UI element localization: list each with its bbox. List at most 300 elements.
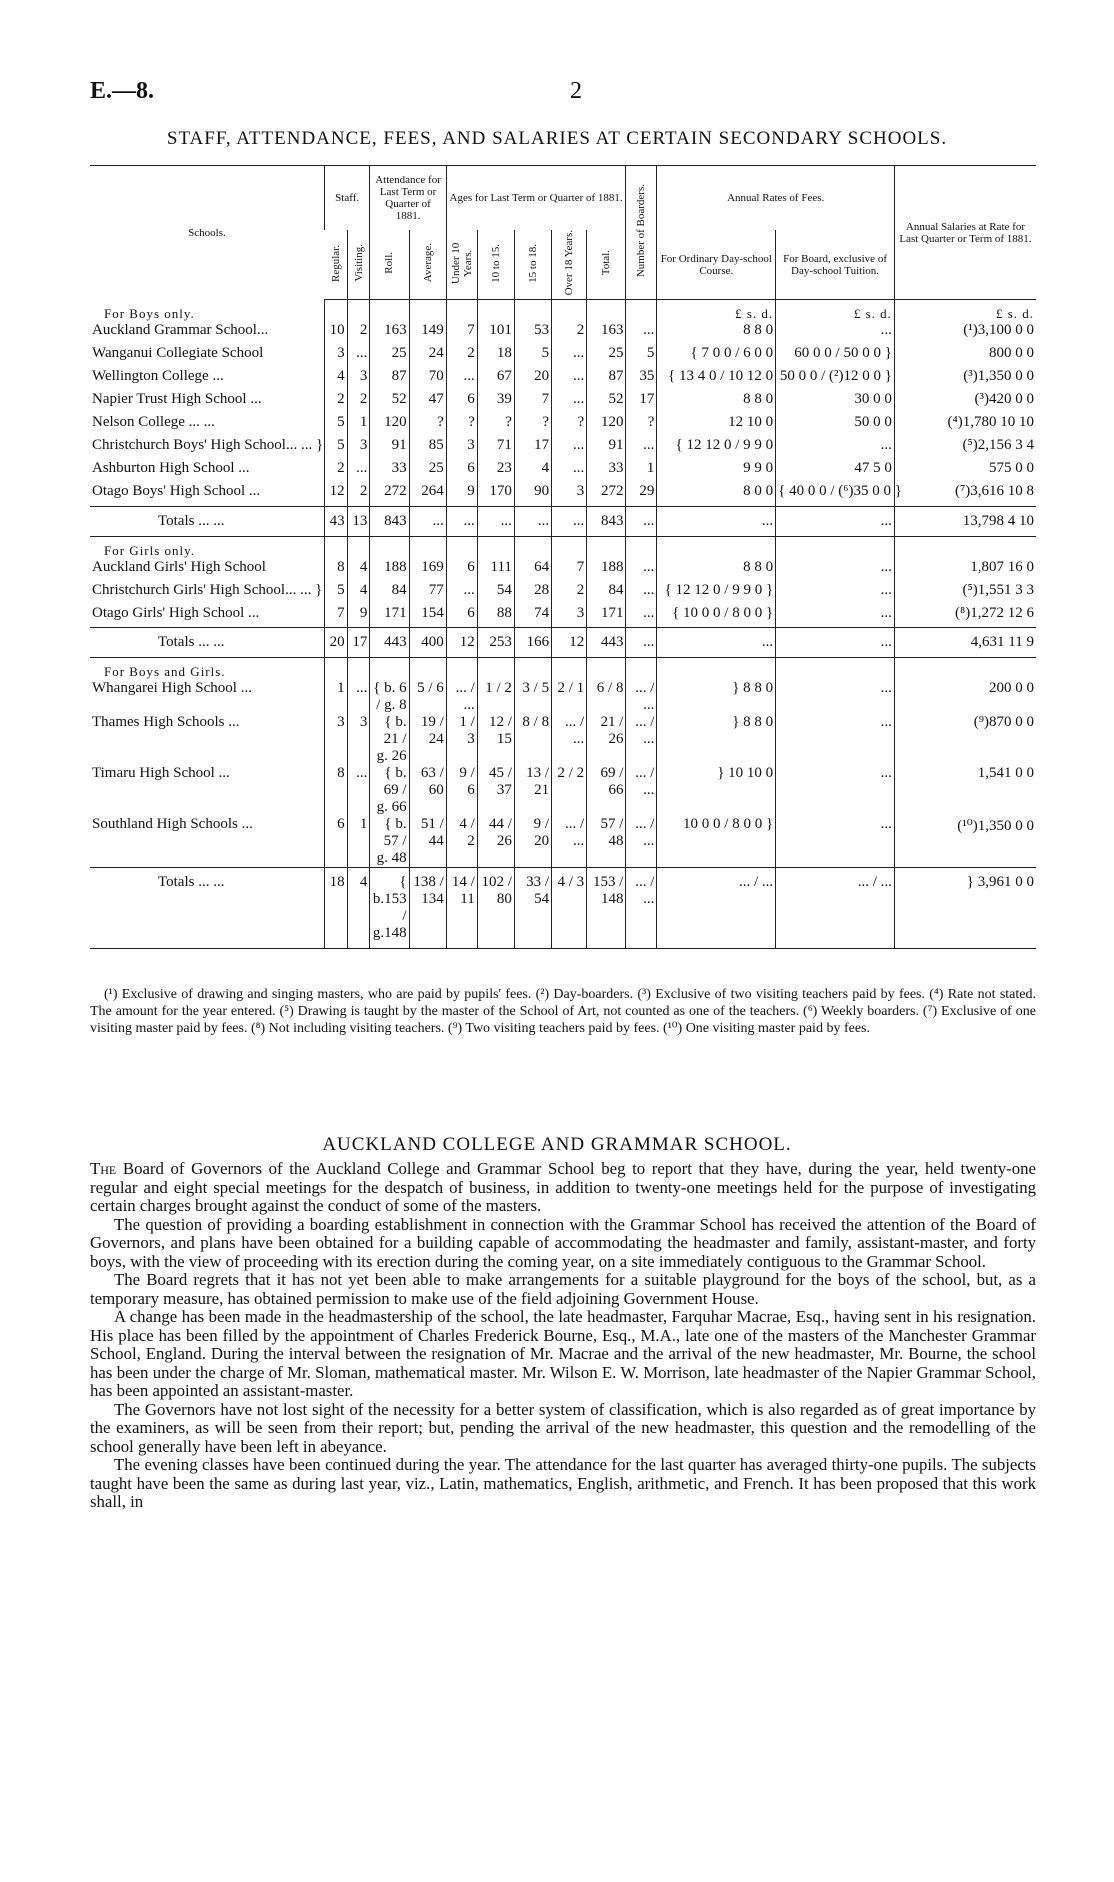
cell-under10: 6	[446, 559, 477, 582]
cell-average: ?	[409, 414, 446, 437]
total-average: ...	[409, 506, 446, 536]
total-salary: } 3,961 0 0	[894, 868, 1036, 949]
col-fee-ordinary: For Ordinary Day-school Course.	[657, 230, 776, 300]
cell-a15to18: 8 / 8	[514, 714, 551, 765]
table-row	[90, 414, 1036, 437]
school-name: Nelson College ... ...	[92, 414, 215, 430]
totals-row	[90, 628, 1036, 658]
cell-under10: ...	[446, 368, 477, 391]
cell-visiting: 2	[347, 391, 370, 414]
cell-roll: 84	[370, 582, 409, 605]
cell-under10: 2	[446, 345, 477, 368]
col-visiting: Visiting.	[352, 244, 365, 282]
cell-fee: 9 9 0	[657, 460, 776, 483]
cell-visiting: 2	[347, 322, 370, 345]
cell-visiting: 3	[347, 437, 370, 460]
cell-boarders: ...	[626, 605, 657, 628]
total-under10: 14 / 11	[446, 868, 477, 949]
col-regular: Regular.	[329, 244, 342, 282]
cell-roll: { b. 57 / g. 48	[370, 816, 409, 868]
cell-boarders: ... / ...	[626, 816, 657, 868]
cell-visiting: 1	[347, 414, 370, 437]
cell-visiting: ...	[347, 345, 370, 368]
total-visiting: 4	[347, 868, 370, 949]
cell-board: ...	[776, 765, 895, 816]
cell-a15to18: 7	[514, 391, 551, 414]
cell-fee: { 12 12 0 / 9 9 0 }	[657, 582, 776, 605]
cell-visiting: 4	[347, 559, 370, 582]
cell-a10to15: 12 / 15	[477, 714, 514, 765]
table-title: STAFF, ATTENDANCE, FEES, AND SALARIES AT CERTAIN SECONDARY SCHOOLS.	[166, 128, 948, 149]
cell-board: ...	[776, 680, 895, 714]
page-number: 2	[570, 78, 582, 104]
cell-fee: { 7 0 0 / 6 0 0	[657, 345, 776, 368]
cell-average: 51 / 44	[409, 816, 446, 868]
cell-a15to18: ?	[514, 414, 551, 437]
col-staff: Staff.	[324, 166, 369, 231]
cell-total: 171	[587, 605, 626, 628]
cell-fee: 8 8 0	[657, 391, 776, 414]
cell-a10to15: 23	[477, 460, 514, 483]
total-a10to15: 253	[477, 628, 514, 658]
school-name: Christchurch Boys' High School... ... }	[92, 437, 324, 453]
cell-total: 120	[587, 414, 626, 437]
cell-fee: { 13 4 0 / 10 12 0	[657, 368, 776, 391]
cell-total: 25	[587, 345, 626, 368]
cell-salary: (⁷)3,616 10 8	[894, 483, 1036, 506]
cell-a10to15: 39	[477, 391, 514, 414]
cell-salary: 200 0 0	[894, 680, 1036, 714]
col-under10: Under 10 Years.	[449, 242, 474, 284]
cell-a10to15: 44 / 26	[477, 816, 514, 868]
total-under10: ...	[446, 506, 477, 536]
cell-under10: 7	[446, 322, 477, 345]
cell-under10: ...	[446, 582, 477, 605]
cell-boarders: ...	[626, 559, 657, 582]
cell-under10: 1 / 3	[446, 714, 477, 765]
cell-roll: 188	[370, 559, 409, 582]
cell-board: 47 5 0	[776, 460, 895, 483]
cell-average: 154	[409, 605, 446, 628]
table-row	[90, 765, 1036, 816]
cell-board: ...	[776, 322, 895, 345]
cell-over18: ...	[552, 437, 587, 460]
table-footnotes: (¹) Exclusive of drawing and singing masters, who are paid by pupils' fees. (²) Day-boarders. (³) Exclusive of two visiting teachers paid by fees. (⁴) Rate not stated. The amount for the year entered. (⁵) Drawing is taught by the master of the School of Art, not counted as one of the teachers. (⁶) Weekly boarders. (⁷) Exclusive of one visiting master paid by fees. (⁸) Not including visiting teachers. (⁹) Two visiting teachers paid by fees. (¹⁰) One visiting master paid by fees.	[90, 987, 1036, 1036]
total-fee: ... / ...	[657, 868, 776, 949]
total-regular: 20	[324, 628, 347, 658]
col-over18: Over 18 Years.	[563, 230, 576, 296]
cell-average: 169	[409, 559, 446, 582]
table-row	[90, 816, 1036, 868]
cell-under10: 9 / 6	[446, 765, 477, 816]
total-boarders: ...	[626, 628, 657, 658]
cell-a10to15: 67	[477, 368, 514, 391]
cell-fee: { 12 12 0 / 9 9 0	[657, 437, 776, 460]
cell-total: 163	[587, 322, 626, 345]
cell-over18: 2	[552, 582, 587, 605]
cell-a10to15: 170	[477, 483, 514, 506]
cell-a15to18: 74	[514, 605, 551, 628]
cell-salary: 1,807 16 0	[894, 559, 1036, 582]
cell-board: { 40 0 0 / (⁶)35 0 0 }	[776, 483, 895, 506]
cell-visiting: 3	[347, 714, 370, 765]
cell-regular: 4	[324, 368, 347, 391]
cell-under10: 6	[446, 605, 477, 628]
cell-board: ...	[776, 559, 895, 582]
section-heading: For Boys and Girls.	[104, 664, 226, 679]
cell-regular: 10	[324, 322, 347, 345]
report-body	[90, 1160, 1036, 1512]
cell-a15to18: 13 / 21	[514, 765, 551, 816]
school-name: Ashburton High School ...	[92, 460, 250, 476]
cell-roll: 52	[370, 391, 409, 414]
cell-total: 84	[587, 582, 626, 605]
cell-average: 70	[409, 368, 446, 391]
school-name: Christchurch Girls' High School... ... }	[92, 581, 323, 598]
cell-average: 24	[409, 345, 446, 368]
cell-regular: 12	[324, 483, 347, 506]
cell-fee: 8 0 0	[657, 483, 776, 506]
total-a15to18: 166	[514, 628, 551, 658]
totals-label: Totals ... ...	[90, 506, 324, 536]
totals-label: Totals ... ...	[90, 628, 324, 658]
cell-salary: (⁸)1,272 12 6	[894, 605, 1036, 628]
cell-regular: 6	[324, 816, 347, 868]
total-total: 153 / 148	[587, 868, 626, 949]
cell-board: 60 0 0 / 50 0 0 }	[776, 345, 895, 368]
paragraph: The Board of Governors of the Auckland College and Grammar School beg to report that they have, during the year, held twenty-one regular and eight special meetings for the despatch of business, in addition to twenty-one meetings held for the purpose of investigating certain charges brought against the conduct of some of the masters.	[90, 1159, 1036, 1215]
cell-a15to18: 64	[514, 559, 551, 582]
paragraph: The question of providing a boarding establishment in connection with the Grammar School has received the attention of the Board of Governors, and plans have been obtained for a building capable of accommodating the headmaster and family, assistant-master, and forty boys, with the view of proceeding with its erection during the coming year, on a site immediately contiguous to the Grammar School.	[90, 1214, 1036, 1271]
total-board: ...	[776, 506, 895, 536]
paragraph: The Governors have not lost sight of the necessity for a better system of classification, which is also regarded as of great importance by the examiners, as will be seen from their report; but, pending the arrival of the new headmaster, this question and the remodelling of the school generally have been left in abeyance.	[90, 1399, 1036, 1456]
table-row	[90, 437, 1036, 460]
cell-over18: 3	[552, 483, 587, 506]
total-visiting: 17	[347, 628, 370, 658]
total-under10: 12	[446, 628, 477, 658]
cell-boarders: ... / ...	[626, 714, 657, 765]
section-heading: For Boys only.	[104, 305, 195, 321]
col-ages: Ages for Last Term or Quarter of 1881.	[446, 166, 626, 231]
cell-a15to18: 20	[514, 368, 551, 391]
cell-boarders: ...	[626, 437, 657, 460]
cell-roll: 91	[370, 437, 409, 460]
cell-salary: (⁴)1,780 10 10	[894, 414, 1036, 437]
cell-fee: } 8 8 0	[657, 714, 776, 765]
total-visiting: 13	[347, 506, 370, 536]
cell-over18: 2 / 2	[552, 765, 587, 816]
total-salary: 13,798 4 10	[894, 506, 1036, 536]
cell-regular: 7	[324, 605, 347, 628]
cell-average: 5 / 6	[409, 680, 446, 714]
table-row	[90, 345, 1036, 368]
cell-under10: 3	[446, 437, 477, 460]
section-heading: For Girls only.	[104, 542, 196, 558]
cell-fee: } 8 8 0	[657, 680, 776, 714]
cell-boarders: ?	[626, 414, 657, 437]
unit-label: £ s. d.	[776, 300, 895, 323]
cell-visiting: ...	[347, 765, 370, 816]
cell-regular: 2	[324, 460, 347, 483]
cell-boarders: ... / ...	[626, 765, 657, 816]
cell-a10to15: 111	[477, 559, 514, 582]
total-regular: 43	[324, 506, 347, 536]
cell-over18: ?	[552, 414, 587, 437]
cell-a10to15: 88	[477, 605, 514, 628]
unit-label: £ s. d.	[894, 300, 1036, 323]
cell-roll: { b. 21 / g. 26	[370, 714, 409, 765]
cell-roll: 163	[370, 322, 409, 345]
cell-roll: 272	[370, 483, 409, 506]
cell-boarders: ...	[626, 322, 657, 345]
cell-board: ...	[776, 605, 895, 628]
cell-a15to18: 17	[514, 437, 551, 460]
cell-average: 264	[409, 483, 446, 506]
cell-regular: 3	[324, 714, 347, 765]
total-board: ...	[776, 628, 895, 658]
cell-under10: ?	[446, 414, 477, 437]
total-average: 138 / 134	[409, 868, 446, 949]
cell-salary: (¹)3,100 0 0	[894, 322, 1036, 345]
total-a10to15: 102 / 80	[477, 868, 514, 949]
cell-roll: 87	[370, 368, 409, 391]
paragraph-lead: The	[90, 1159, 117, 1178]
schools-table	[90, 165, 1036, 949]
cell-total: 69 / 66	[587, 765, 626, 816]
total-roll: { b.153 / g.148	[370, 868, 409, 949]
cell-under10: 6	[446, 460, 477, 483]
col-fee-board: For Board, exclusive of Day-school Tuition.	[776, 230, 895, 300]
cell-salary: (³)420 0 0	[894, 391, 1036, 414]
col-total: Total.	[600, 250, 613, 276]
total-a15to18: 33 / 54	[514, 868, 551, 949]
cell-a10to15: 18	[477, 345, 514, 368]
cell-average: 149	[409, 322, 446, 345]
cell-visiting: 9	[347, 605, 370, 628]
cell-visiting: ...	[347, 680, 370, 714]
cell-visiting: 2	[347, 483, 370, 506]
cell-a15to18: 53	[514, 322, 551, 345]
cell-salary: (¹⁰)1,350 0 0	[894, 816, 1036, 868]
table-row	[90, 483, 1036, 506]
cell-under10: 9	[446, 483, 477, 506]
cell-average: 77	[409, 582, 446, 605]
cell-average: 19 / 24	[409, 714, 446, 765]
total-total: 443	[587, 628, 626, 658]
totals-row	[90, 506, 1036, 536]
cell-total: 57 / 48	[587, 816, 626, 868]
cell-a10to15: 71	[477, 437, 514, 460]
cell-boarders: 1	[626, 460, 657, 483]
cell-under10: 4 / 2	[446, 816, 477, 868]
cell-fee: { 10 0 0 / 8 0 0 }	[657, 605, 776, 628]
school-name: Timaru High School ...	[92, 765, 230, 781]
cell-over18: 7	[552, 559, 587, 582]
total-average: 400	[409, 628, 446, 658]
cell-visiting: 3	[347, 368, 370, 391]
school-name: Auckland Grammar School...	[92, 322, 269, 338]
total-board: ... / ...	[776, 868, 895, 949]
cell-a15to18: 3 / 5	[514, 680, 551, 714]
paragraph: The Board regrets that it has not yet been able to make arrangements for a suitable playground for the boys of the school, but, as a temporary measure, has obtained permission to make use of the field adjoining Government House.	[90, 1270, 1036, 1308]
cell-visiting: 4	[347, 582, 370, 605]
cell-average: 63 / 60	[409, 765, 446, 816]
cell-regular: 5	[324, 414, 347, 437]
cell-under10: ... / ...	[446, 680, 477, 714]
cell-over18: ... / ...	[552, 714, 587, 765]
cell-fee: 12 10 0	[657, 414, 776, 437]
paragraph: The evening classes have been continued during the year. The attendance for the last quarter has averaged thirty-one pupils. The subjects taught have been the same as during last year, viz., Latin, mathematics, English, arithmetic, and French. It has been proposed that this work shall, in	[90, 1455, 1036, 1511]
table-row	[90, 391, 1036, 414]
col-boarders: Number of Boarders.	[635, 184, 648, 278]
cell-regular: 5	[324, 437, 347, 460]
cell-over18: ...	[552, 345, 587, 368]
col-salaries: Annual Salaries at Rate for Last Quarter or Term of 1881.	[894, 166, 1036, 300]
total-fee: ...	[657, 506, 776, 536]
cell-under10: 6	[446, 391, 477, 414]
cell-over18: ...	[552, 368, 587, 391]
cell-roll: 120	[370, 414, 409, 437]
cell-regular: 3	[324, 345, 347, 368]
total-boarders: ... / ...	[626, 868, 657, 949]
total-total: 843	[587, 506, 626, 536]
cell-over18: 2 / 1	[552, 680, 587, 714]
cell-total: 272	[587, 483, 626, 506]
cell-a10to15: 45 / 37	[477, 765, 514, 816]
cell-boarders: 17	[626, 391, 657, 414]
cell-regular: 2	[324, 391, 347, 414]
cell-total: 87	[587, 368, 626, 391]
school-name: Otago Boys' High School ...	[92, 483, 261, 499]
cell-board: ...	[776, 437, 895, 460]
cell-roll: 33	[370, 460, 409, 483]
school-name: Napier Trust High School ...	[92, 391, 262, 407]
total-a15to18: ...	[514, 506, 551, 536]
cell-a15to18: 5	[514, 345, 551, 368]
cell-salary: 1,541 0 0	[894, 765, 1036, 816]
table-row	[90, 582, 1036, 605]
col-10to15: 10 to 15.	[489, 243, 502, 283]
cell-visiting: ...	[347, 460, 370, 483]
total-over18: 4 / 3	[552, 868, 587, 949]
cell-average: 47	[409, 391, 446, 414]
section-title: AUCKLAND COLLEGE AND GRAMMAR SCHOOL.	[322, 1134, 792, 1155]
cell-a10to15: 101	[477, 322, 514, 345]
cell-fee: } 10 10 0	[657, 765, 776, 816]
cell-a15to18: 28	[514, 582, 551, 605]
cell-over18: ...	[552, 460, 587, 483]
cell-total: 6 / 8	[587, 680, 626, 714]
school-name: Thames High Schools ...	[92, 714, 240, 730]
school-name: Wellington College ...	[92, 368, 224, 384]
cell-boarders: 5	[626, 345, 657, 368]
cell-a15to18: 9 / 20	[514, 816, 551, 868]
cell-average: 25	[409, 460, 446, 483]
school-name: Whangarei High School ...	[92, 680, 252, 696]
table-row	[90, 680, 1036, 714]
school-name: Southland High Schools ...	[92, 816, 253, 832]
cell-salary: 800 0 0	[894, 345, 1036, 368]
document-code: E.—8.	[90, 78, 155, 104]
cell-board: ...	[776, 582, 895, 605]
cell-board: ...	[776, 714, 895, 765]
col-roll: Roll.	[383, 252, 396, 274]
cell-regular: 5	[324, 582, 347, 605]
cell-fee: 8 8 0	[657, 322, 776, 345]
total-roll: 443	[370, 628, 409, 658]
cell-board: 50 0 0	[776, 414, 895, 437]
school-name: Wanganui Collegiate School	[92, 345, 264, 361]
table-row	[90, 368, 1036, 391]
cell-board: ...	[776, 816, 895, 868]
table-row	[90, 714, 1036, 765]
cell-boarders: 35	[626, 368, 657, 391]
table-row	[90, 605, 1036, 628]
col-15to18: 15 to 18.	[526, 243, 539, 283]
cell-a10to15: ?	[477, 414, 514, 437]
cell-salary: (⁹)870 0 0	[894, 714, 1036, 765]
cell-total: 33	[587, 460, 626, 483]
cell-total: 21 / 26	[587, 714, 626, 765]
cell-regular: 1	[324, 680, 347, 714]
cell-over18: ... / ...	[552, 816, 587, 868]
cell-board: 50 0 0 / (²)12 0 0 }	[776, 368, 895, 391]
total-fee: ...	[657, 628, 776, 658]
total-salary: 4,631 11 9	[894, 628, 1036, 658]
total-regular: 18	[324, 868, 347, 949]
totals-row	[90, 868, 1036, 949]
col-attendance: Attendance for Last Term or Quarter of 1881.	[370, 166, 446, 231]
cell-visiting: 1	[347, 816, 370, 868]
cell-roll: 25	[370, 345, 409, 368]
cell-roll: 171	[370, 605, 409, 628]
cell-a15to18: 4	[514, 460, 551, 483]
cell-salary: (³)1,350 0 0	[894, 368, 1036, 391]
col-schools: Schools.	[90, 166, 324, 300]
col-fees: Annual Rates of Fees.	[657, 166, 895, 231]
table-row	[90, 559, 1036, 582]
cell-over18: 2	[552, 322, 587, 345]
cell-roll: { b. 6 / g. 8	[370, 680, 409, 714]
cell-total: 91	[587, 437, 626, 460]
paragraph: A change has been made in the headmastership of the school, the late headmaster, Farquhar Macrae, Esq., having sent in his resignation. His place has been filled by the appointment of Charles Frederick Bourne, Esq., M.A., late one of the masters of the Manchester Grammar School, England. During the interval between the resignation of Mr. Macrae and the arrival of the new headmaster, Mr. Bourne, the school has been under the charge of Mr. Sloman, mathematical master. Mr. Wilson E. W. Morrison, late headmaster of the Napier Grammar School, has been appointed an assistant-master.	[90, 1307, 1036, 1400]
cell-salary: (⁵)1,551 3 3	[894, 582, 1036, 605]
col-average: Average.	[421, 243, 434, 283]
cell-a10to15: 54	[477, 582, 514, 605]
table-row	[90, 322, 1036, 345]
totals-label: Totals ... ...	[90, 868, 324, 949]
school-name: Otago Girls' High School ...	[92, 604, 260, 621]
cell-boarders: ... / ...	[626, 680, 657, 714]
cell-a15to18: 90	[514, 483, 551, 506]
cell-board: 30 0 0	[776, 391, 895, 414]
cell-salary: 575 0 0	[894, 460, 1036, 483]
cell-a10to15: 1 / 2	[477, 680, 514, 714]
cell-regular: 8	[324, 765, 347, 816]
unit-label: £ s. d.	[657, 300, 776, 323]
total-over18: 12	[552, 628, 587, 658]
cell-fee: 8 8 0	[657, 559, 776, 582]
cell-regular: 8	[324, 559, 347, 582]
cell-total: 188	[587, 559, 626, 582]
cell-average: 85	[409, 437, 446, 460]
cell-over18: ...	[552, 391, 587, 414]
cell-roll: { b. 69 / g. 66	[370, 765, 409, 816]
cell-salary: (⁵)2,156 3 4	[894, 437, 1036, 460]
cell-boarders: ...	[626, 582, 657, 605]
total-boarders: ...	[626, 506, 657, 536]
total-a10to15: ...	[477, 506, 514, 536]
